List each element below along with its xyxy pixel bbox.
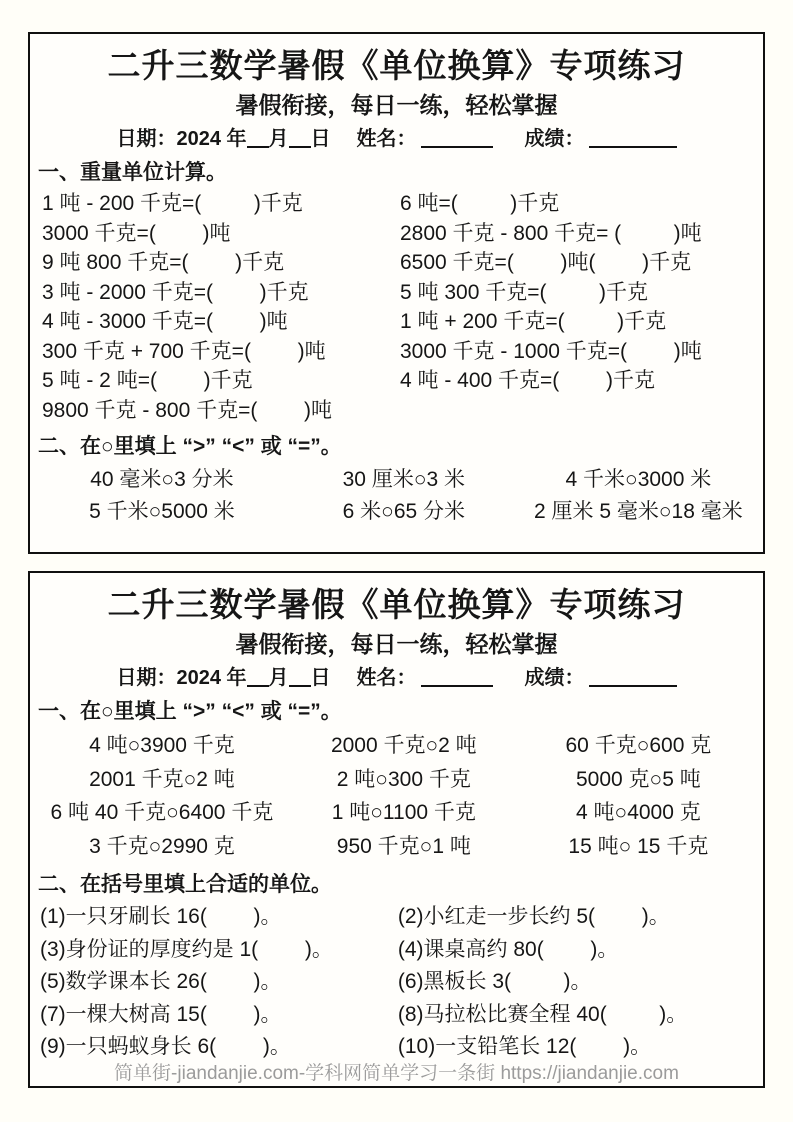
month-label: 月 — [268, 667, 289, 689]
problem-item: 5 吨 300 千克=( )千克 — [400, 280, 648, 304]
worksheet2-section1-problems — [30, 729, 763, 863]
unit-fill-item: (6)黑板长 3( )。 — [397, 970, 592, 993]
problem-item: 9800 千克 - 800 千克=( )吨 — [42, 398, 333, 422]
score-label: 成绩： — [524, 667, 585, 689]
compare-item: 950 千克○1 吨 — [336, 834, 471, 858]
unit-fill-item: (3)身份证的厚度约是 1( )。 — [40, 937, 333, 961]
worksheet1-section1-heading: 一、重量单位计算。 — [38, 161, 227, 184]
problem-item: 300 千克 + 700 千克=( )吨 — [42, 339, 326, 363]
problem-item: 6500 千克=( )吨( )千克 — [400, 251, 692, 274]
month-blank — [247, 129, 269, 148]
name-blank — [421, 129, 493, 148]
score-blank — [589, 129, 677, 148]
problem-item: 6 吨=( )千克 — [400, 192, 560, 215]
worksheet2-date-line — [30, 666, 763, 690]
problem-item: 3 吨 - 2000 千克=( )千克 — [42, 280, 309, 304]
worksheet2-section2-heading: 二、在括号里填上合适的单位。 — [38, 873, 332, 896]
day-blank — [289, 668, 311, 687]
worksheet2-title: 二升三数学暑假《单位换算》专项练习 — [107, 586, 686, 623]
compare-item: 2 吨○300 千克 — [336, 767, 471, 791]
problem-item: 4 吨 - 400 千克=( )千克 — [400, 369, 655, 392]
worksheet1-section2-problems — [30, 464, 763, 528]
unit-fill-item: (1)一只牙刷长 16( )。 — [40, 905, 282, 928]
worksheet-panel-2 — [28, 571, 765, 1088]
compare-item: 4 吨○4000 克 — [576, 801, 701, 824]
compare-item: 4 千米○3000 米 — [565, 468, 712, 491]
unit-fill-item: (4)课桌高约 80( )。 — [397, 937, 619, 961]
problems-right-column — [400, 189, 763, 425]
name-label: 姓名： — [356, 667, 417, 689]
date-prefix: 日期：2024 年 — [116, 128, 247, 150]
worksheet2-section2-problems — [30, 901, 763, 1064]
compare-item: 40 毫米○3 分米 — [90, 468, 234, 491]
problem-item: 1 吨 - 200 千克=( )千克 — [42, 192, 303, 215]
compare-item: 15 吨○ 15 千克 — [568, 834, 709, 858]
unit-fill-item: (5)数学课本长 26( )。 — [40, 970, 282, 993]
worksheet1-title: 二升三数学暑假《单位换算》专项练习 — [107, 47, 686, 84]
unit-fill-item: (10)一支铅笔长 12( )。 — [397, 1035, 652, 1058]
problem-item: 5 吨 - 2 吨=( )千克 — [42, 369, 253, 392]
name-label: 姓名： — [356, 128, 417, 150]
day-label: 日 — [310, 128, 331, 150]
score-label: 成绩： — [524, 128, 585, 150]
score-blank — [589, 668, 677, 687]
compare-item: 1 吨○1100 千克 — [331, 801, 476, 824]
worksheet1-date-line — [30, 127, 763, 151]
compare-item: 60 千克○600 克 — [565, 734, 712, 757]
month-blank — [247, 668, 269, 687]
worksheet-panel-1 — [28, 32, 765, 554]
problems-left-column — [42, 189, 400, 425]
compare-item: 3 千克○2990 克 — [89, 834, 235, 858]
problem-item: 3000 千克 - 1000 千克=( )吨 — [400, 339, 702, 363]
problem-item: 2800 千克 - 800 千克= ( )吨 — [400, 221, 702, 245]
problem-item: 4 吨 - 3000 千克=( )吨 — [42, 310, 288, 333]
compare-item: 6 吨 40 千克○6400 千克 — [50, 801, 274, 824]
compare-item: 4 吨○3900 千克 — [89, 734, 235, 757]
name-blank — [421, 668, 493, 687]
compare-item: 2001 千克○2 吨 — [89, 767, 235, 791]
watermark-footer: 简单街-jiandanjie.com-学科网简单学习一条街 https://jiandanjie.com — [114, 1063, 679, 1084]
compare-item: 2000 千克○2 吨 — [330, 734, 477, 757]
worksheet1-section1-problems — [30, 189, 763, 425]
month-label: 月 — [268, 128, 289, 150]
unit-fill-item: (2)小红走一步长约 5( )。 — [397, 905, 670, 928]
day-blank — [289, 129, 311, 148]
unit-fill-item: (7)一棵大树高 15( )。 — [40, 1002, 282, 1026]
date-prefix: 日期：2024 年 — [116, 667, 247, 689]
unit-fill-item: (8)马拉松比赛全程 40( )。 — [397, 1002, 688, 1026]
worksheet1-section2-heading: 二、在○里填上 “>” “<” 或 “=”。 — [38, 435, 342, 458]
worksheet2-section1-heading: 一、在○里填上 “>” “<” 或 “=”。 — [38, 700, 342, 723]
worksheet1-subtitle: 暑假衔接，每日一练，轻松掌握 — [235, 92, 558, 118]
day-label: 日 — [310, 667, 331, 689]
worksheet2-subtitle: 暑假衔接，每日一练，轻松掌握 — [235, 631, 558, 657]
compare-item: 5 千米○5000 米 — [89, 500, 235, 523]
compare-item: 30 厘米○3 米 — [342, 468, 466, 491]
problem-item: 1 吨 + 200 千克=( )千克 — [400, 310, 667, 333]
unit-fill-item: (9)一只蚂蚁身长 6( )。 — [40, 1035, 291, 1058]
compare-item: 6 米○65 分米 — [342, 500, 466, 523]
compare-item: 2 厘米 5 毫米○18 毫米 — [534, 500, 743, 523]
problem-item: 3000 千克=( )吨 — [42, 221, 231, 245]
compare-item: 5000 克○5 吨 — [576, 767, 701, 791]
problem-item: 9 吨 800 千克=( )千克 — [42, 251, 285, 274]
